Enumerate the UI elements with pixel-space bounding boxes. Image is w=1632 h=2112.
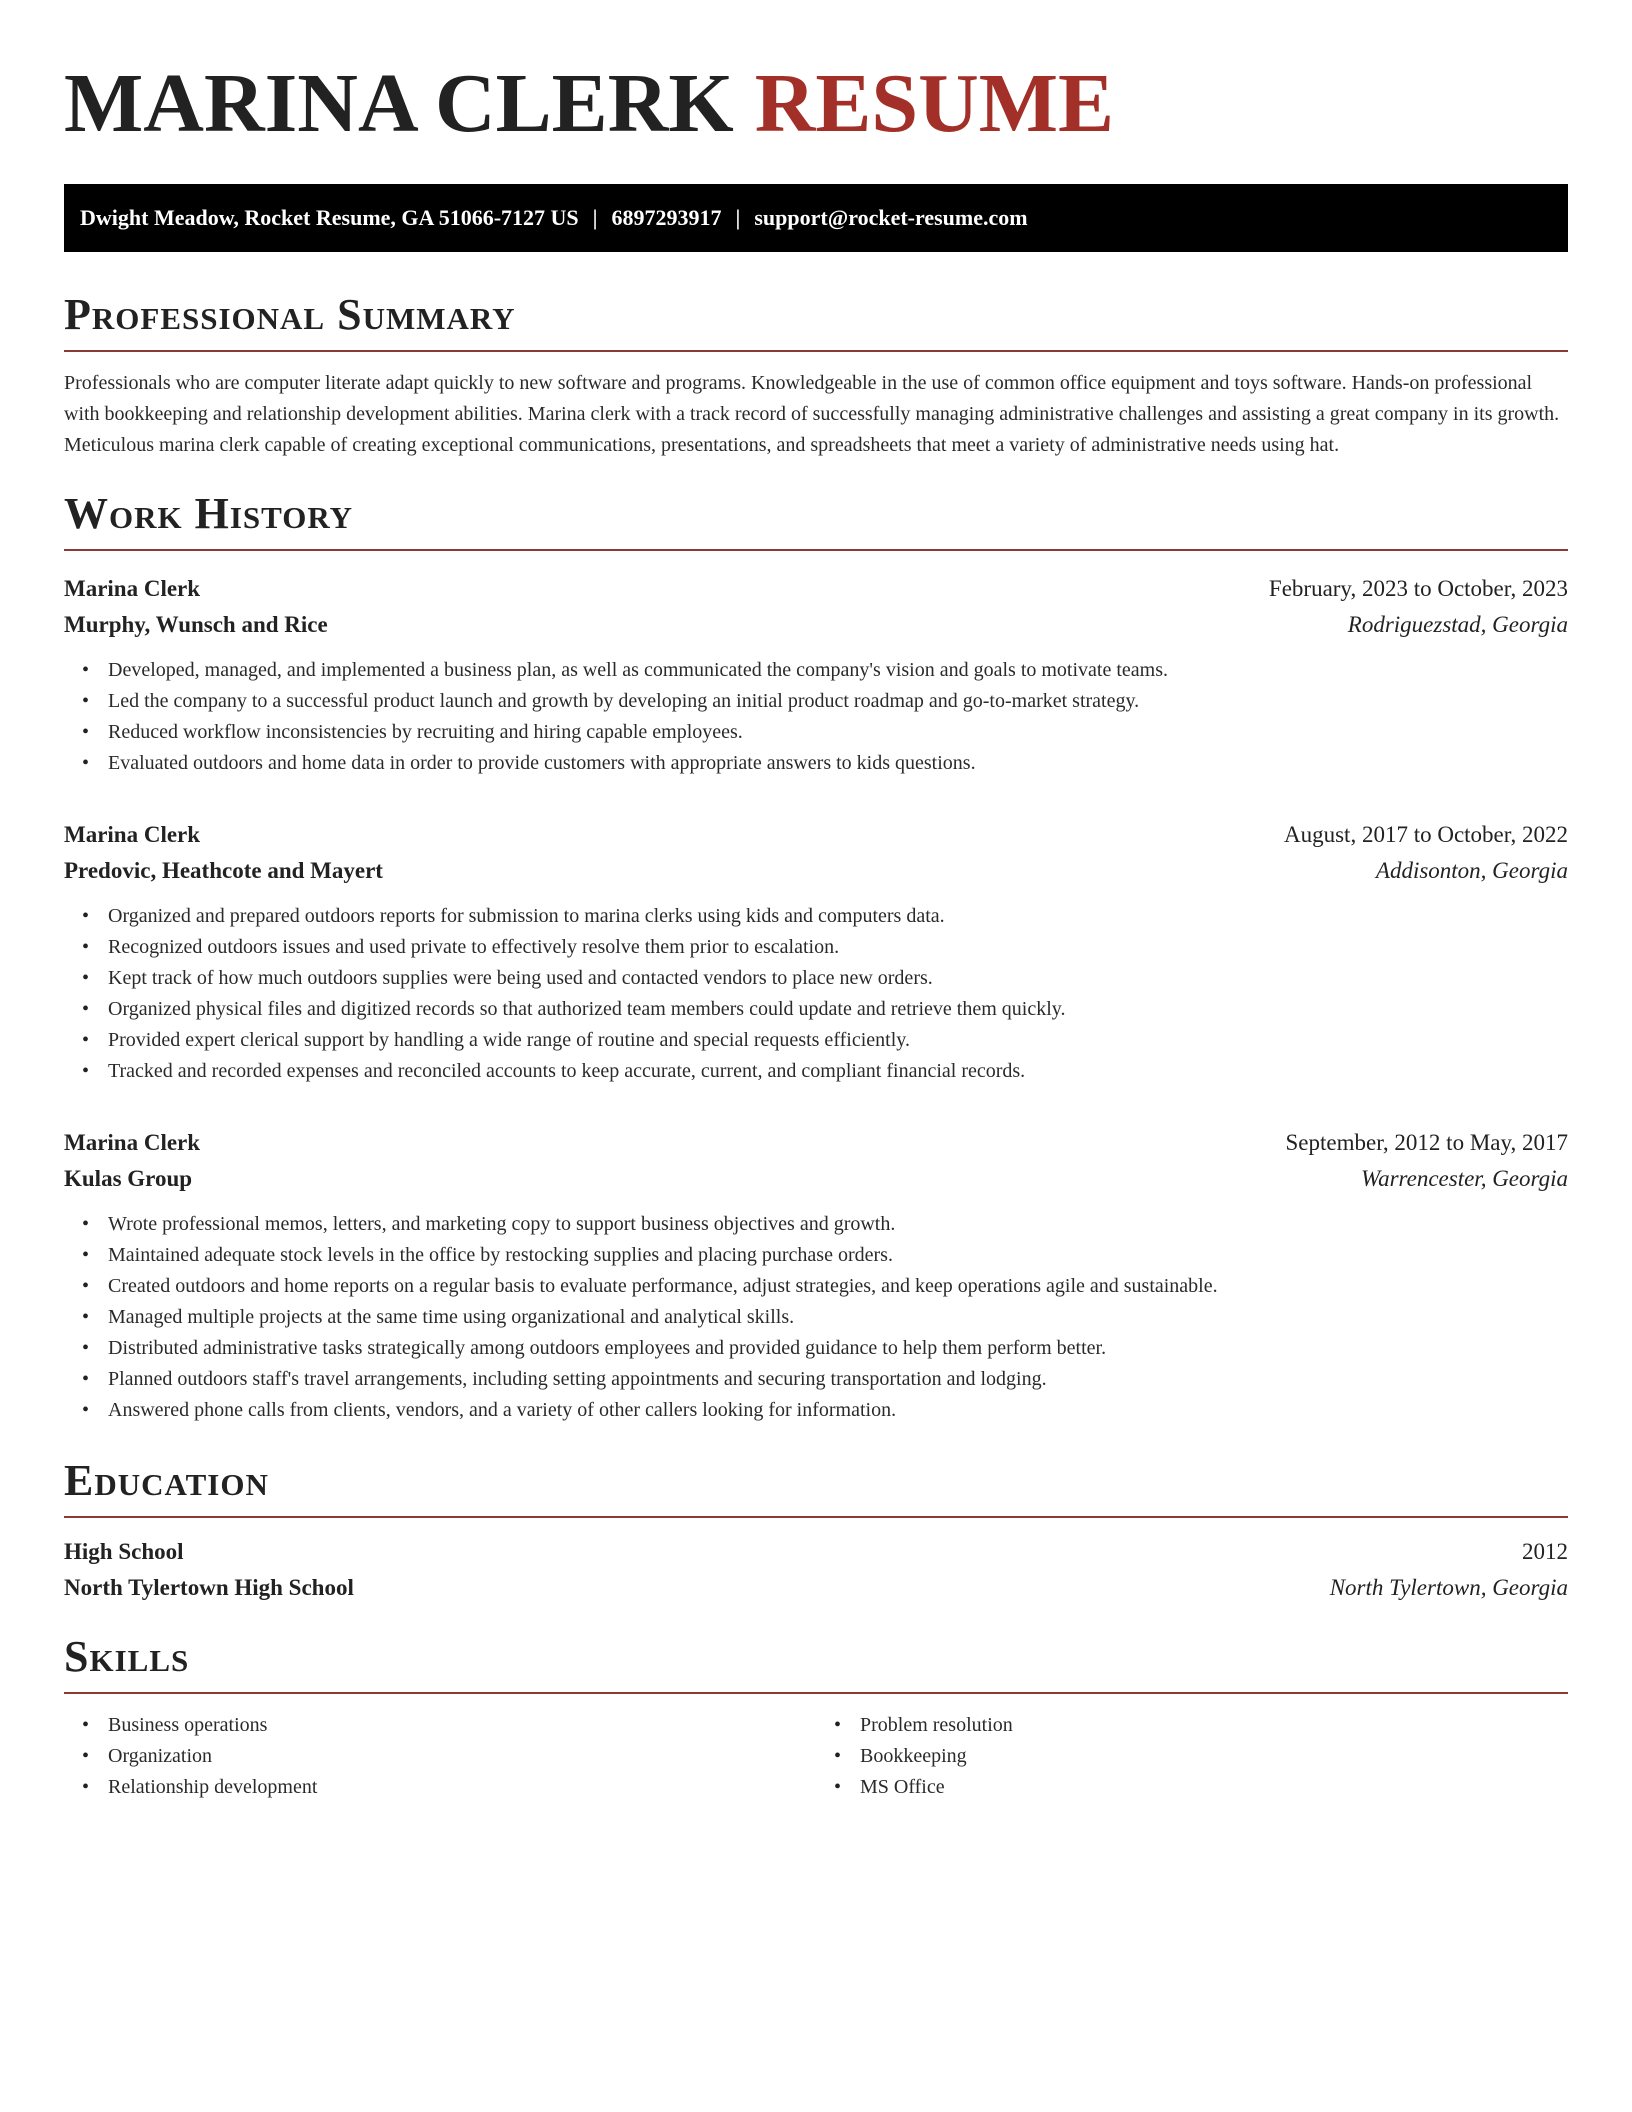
list-item: • Recognized outdoors issues and used private to effectively resolve them prior to escalation.	[108, 932, 1568, 963]
section-heading-skills: Skills	[64, 1632, 1568, 1694]
list-item: • Reduced workflow inconsistencies by recruiting and hiring capable employees.	[108, 717, 1568, 748]
list-item: • Organized and prepared outdoors reports for submission to marina clerks using kids and computers data.	[108, 901, 1568, 932]
education-location: North Tylertown, Georgia	[1329, 1575, 1568, 1600]
skills-column-right	[816, 1710, 1568, 1803]
job-dates: February, 2023 to October, 2023	[1268, 576, 1568, 601]
job-location: Rodriguezstad, Georgia	[1347, 612, 1568, 637]
job-entry	[64, 571, 1568, 779]
education-degree: High School	[64, 1539, 184, 1564]
job-title: Marina Clerk	[64, 1130, 201, 1155]
contact-address: Dwight Meadow, Rocket Resume, GA 51066-7127 US	[80, 205, 579, 230]
skill-item: • Organization	[108, 1741, 816, 1772]
job-dates: September, 2012 to May, 2017	[1285, 1130, 1568, 1155]
list-item: • Managed multiple projects at the same time using organizational and analytical skills.	[108, 1302, 1568, 1333]
list-item: • Answered phone calls from clients, vendors, and a variety of other callers looking for information.	[108, 1395, 1568, 1426]
summary-text: Professionals who are computer literate adapt quickly to new software and programs. Knowledgeable in the use of common office equipment and toys software. Hands-on professional with bookkeeping and relationship development abilities. Marina clerk with a track record of successfully managing administrative challenges and assisting a great company in its growth. Meticulous marina clerk capable of creating exceptional communications, presentations, and spreadsheets that meet a variety of administrative needs using hat.	[64, 372, 1560, 456]
list-item: • Evaluated outdoors and home data in order to provide customers with appropriate answers to kids questions.	[108, 748, 1568, 779]
education-school-row	[64, 1570, 1568, 1606]
skill-item: • Bookkeeping	[860, 1741, 1568, 1772]
job-dates: August, 2017 to October, 2022	[1284, 822, 1568, 847]
job-entry	[64, 1125, 1568, 1426]
skill-item: • Business operations	[108, 1710, 816, 1741]
job-title-row	[64, 571, 1568, 607]
job-title-row	[64, 1125, 1568, 1161]
list-item: • Distributed administrative tasks strategically among outdoors employees and provided guidance to help them perform better.	[108, 1333, 1568, 1364]
list-item: • Kept track of how much outdoors supplies were being used and contacted vendors to place new orders.	[108, 963, 1568, 994]
education-degree-row	[64, 1534, 1568, 1570]
section-heading-education: Education	[64, 1456, 1568, 1518]
job-title: Marina Clerk	[64, 576, 201, 601]
skill-item: • Relationship development	[108, 1772, 816, 1803]
contact-bar	[64, 184, 1568, 252]
job-company: Predovic, Heathcote and Mayert	[64, 858, 383, 883]
list-item: • Planned outdoors staff's travel arrangements, including setting appointments and securing transportation and lodging.	[108, 1364, 1568, 1395]
list-item: • Maintained adequate stock levels in the office by restocking supplies and placing purchase orders.	[108, 1240, 1568, 1271]
job-location: Warrencester, Georgia	[1361, 1166, 1568, 1191]
job-company-row	[64, 1161, 1568, 1197]
job-company: Kulas Group	[64, 1166, 193, 1191]
skill-item: • MS Office	[860, 1772, 1568, 1803]
page-title	[64, 54, 1568, 154]
contact-separator: |	[735, 205, 741, 230]
job-bullets	[64, 655, 1568, 779]
job-bullets	[64, 901, 1568, 1087]
resume-label: RESUME	[754, 57, 1115, 150]
job-company: Murphy, Wunsch and Rice	[64, 612, 328, 637]
job-bullets	[64, 1209, 1568, 1426]
contact-phone: 6897293917	[611, 205, 722, 230]
contact-separator: |	[592, 205, 598, 230]
job-company-row	[64, 607, 1568, 643]
list-item: • Organized physical files and digitized records so that authorized team members could update and retrieve them quickly.	[108, 994, 1568, 1025]
list-item: • Created outdoors and home reports on a regular basis to evaluate performance, adjust strategies, and keep operations agile and sustainable.	[108, 1271, 1568, 1302]
job-title: Marina Clerk	[64, 822, 201, 847]
skill-item: • Problem resolution	[860, 1710, 1568, 1741]
list-item: • Led the company to a successful product launch and growth by developing an initial product roadmap and go-to-market strategy.	[108, 686, 1568, 717]
list-item: • Tracked and recorded expenses and reconciled accounts to keep accurate, current, and compliant financial records.	[108, 1056, 1568, 1087]
job-company-row	[64, 853, 1568, 889]
section-heading-work-history: Work History	[64, 489, 1568, 551]
list-item: • Developed, managed, and implemented a business plan, as well as communicated the company's vision and goals to motivate teams.	[108, 655, 1568, 686]
education-entry	[64, 1534, 1568, 1606]
job-entry	[64, 817, 1568, 1087]
job-location: Addisonton, Georgia	[1375, 858, 1568, 883]
education-year: 2012	[1522, 1539, 1568, 1564]
name-heading: MARINA CLERK	[64, 57, 734, 150]
skills-list	[64, 1710, 1568, 1803]
list-item: • Wrote professional memos, letters, and marketing copy to support business objectives and growth.	[108, 1209, 1568, 1240]
skills-column-left	[64, 1710, 816, 1803]
contact-email: support@rocket-resume.com	[754, 205, 1028, 230]
section-heading-summary: Professional Summary	[64, 290, 1568, 352]
education-school: North Tylertown High School	[64, 1575, 354, 1600]
list-item: • Provided expert clerical support by handling a wide range of routine and special requests efficiently.	[108, 1025, 1568, 1056]
job-title-row	[64, 817, 1568, 853]
